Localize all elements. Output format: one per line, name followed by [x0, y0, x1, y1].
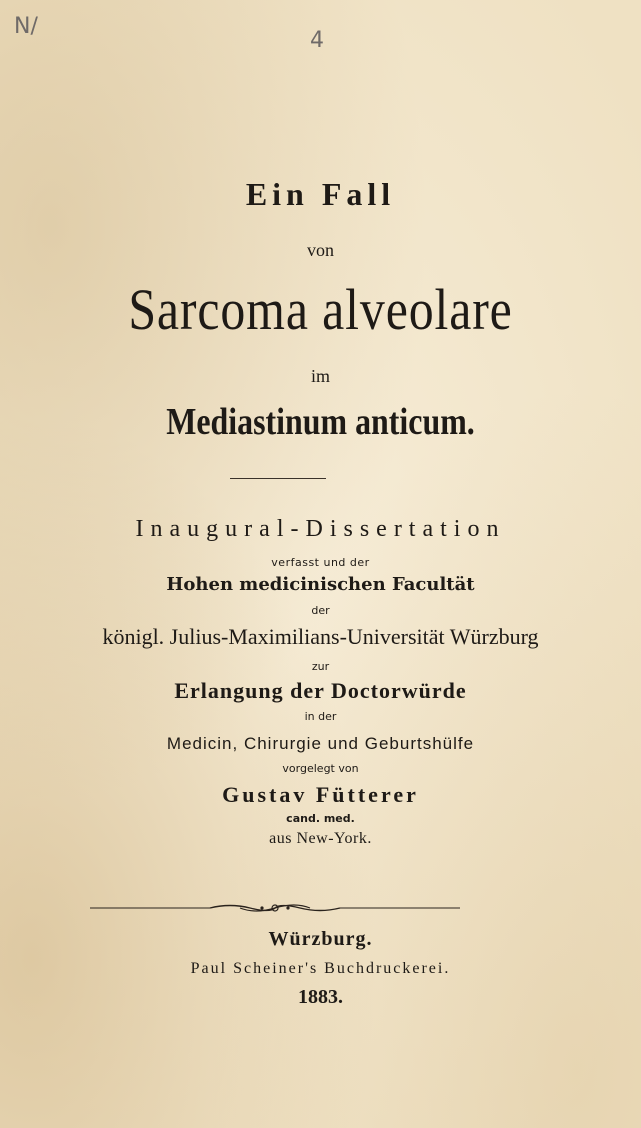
- dissertation-heading: Inaugural-Dissertation: [135, 516, 506, 542]
- imprint-city: Würzburg.: [268, 928, 373, 950]
- author-name: Gustav Fütterer: [222, 782, 419, 807]
- text-doctorwuerde: Erlangung der Doctorwürde: [174, 678, 467, 703]
- title-line-sarcoma: Sarcoma alveolare: [128, 277, 513, 342]
- title-line-von: von: [307, 240, 334, 260]
- imprint-year: 1883.: [298, 986, 343, 1008]
- title-line-mediastinum: Mediastinum anticum.: [166, 401, 475, 443]
- ornament-rule: [90, 901, 460, 915]
- title-line-ein-fall: Ein Fall: [245, 176, 396, 212]
- text-universitaet: königl. Julius-Maximilians-Universität Würzburg: [102, 624, 539, 649]
- text-zur: zur: [311, 660, 330, 673]
- text-der: der: [311, 604, 330, 617]
- author-origin: aus New-York.: [269, 830, 372, 847]
- title-line-im: im: [310, 366, 330, 386]
- author-degree: cand. med.: [286, 812, 355, 825]
- text-facultaet: Hohen medicinischen Facultät: [166, 574, 475, 595]
- handwritten-mark-top-left: N/: [14, 14, 38, 39]
- text-verfasst: verfasst und der: [271, 556, 370, 569]
- text-vorgelegt: vorgelegt von: [282, 762, 359, 775]
- handwritten-mark-top-center: 4: [310, 28, 324, 53]
- divider-rule: [230, 478, 326, 479]
- imprint-printer: Paul Scheiner's Buchdruckerei.: [190, 960, 451, 977]
- text-faecher: Medicin, Chirurgie und Geburtshülfe: [166, 734, 475, 753]
- text-in-der: in der: [304, 710, 337, 723]
